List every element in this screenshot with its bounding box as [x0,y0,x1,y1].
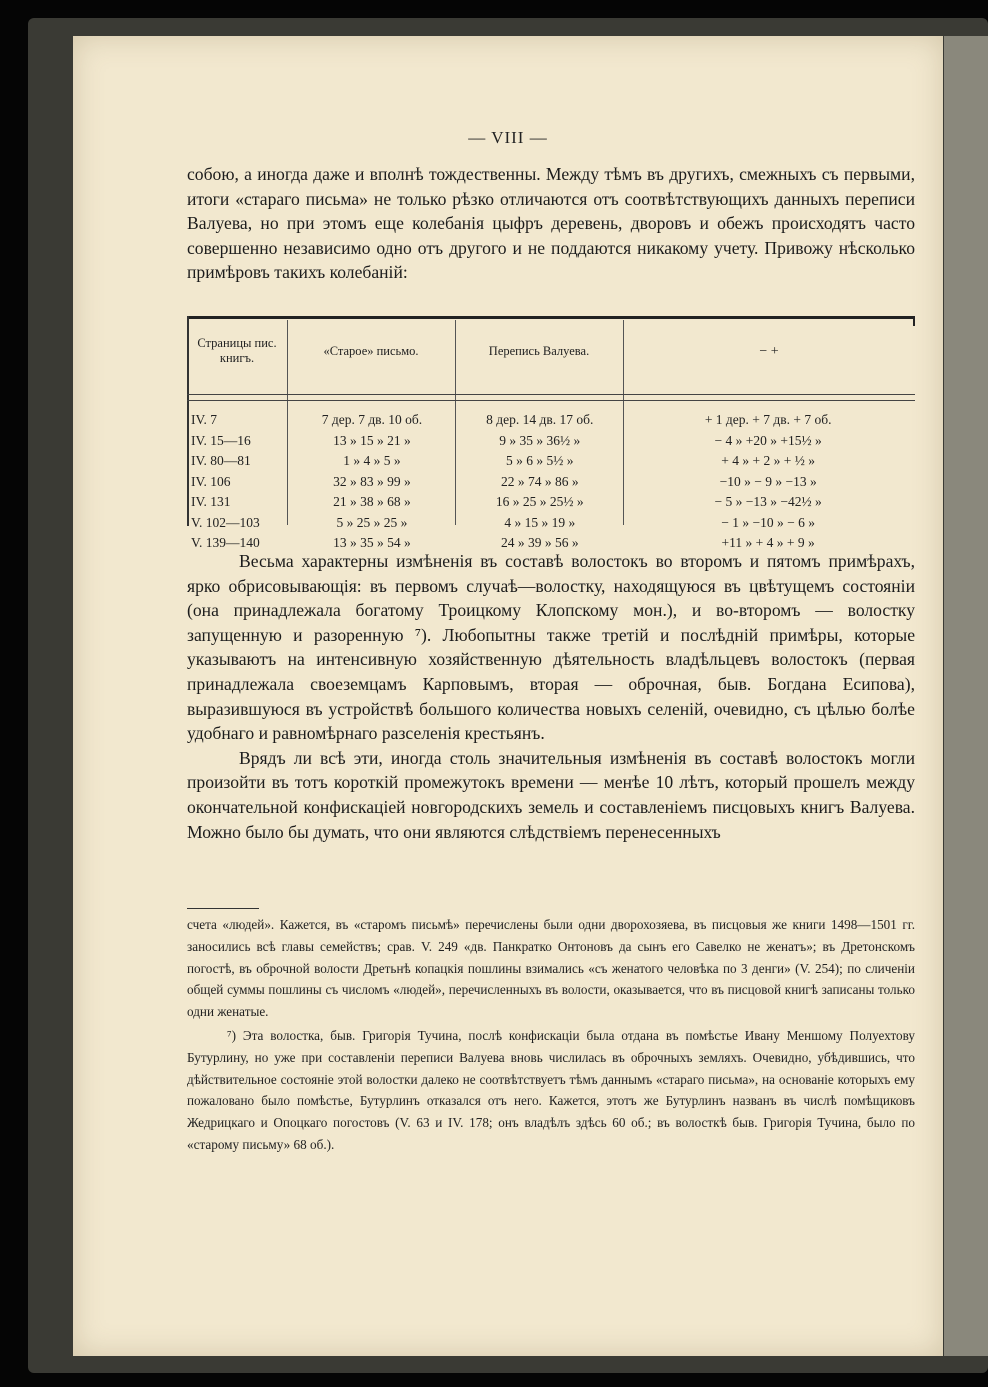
header-double-rule [187,394,915,401]
header-old-letter: «Старое» письмо. [323,344,419,358]
footnote-continuation: счета «людей». Кажется, въ «старомъ письмѣ» перечислены были одни дворохозяева, въ писцовыя же книги 1498—1501 гг. заносились всѣ главы семействъ; срав. V. 249 «дв. Панкратко Онтоновъ да сынъ его Савелко не женатъ»; въ Дретонскомъ погостѣ, въ оброчной волости Дретьнѣ копацкія пошлины взимались «съ женатого человѣка по 3 денги» (V. 254); по сличеніи общей суммы пошлины съ числомъ «людей», перечисленныхъ въ волости, оказывается, что въ писцовой книгѣ записаны только одни женатые. [187,917,915,1020]
table-row [189,513,913,534]
header-valuev-census: Перепись Валуева. [488,344,590,358]
cell-old: 21 » 38 » 68 » [333,494,411,510]
paragraph-1-text: собою, а иногда даже и вполнѣ тождественны. Между тѣмъ въ другихъ, смежныхъ съ первыми, итоги «стараго письма» не только рѣзко отличаются отъ соотвѣтствующихъ данныхъ переписи Валуева, но при этомъ еще колебанія цыфръ деревень, дворовъ и обежъ происходятъ часто совершенно независимо одно отъ другого и не поддаются никакому учету. Привожу нѣсколько примѣровъ такихъ колебаній: [187,164,915,283]
cell-page: V. 139—140 [191,535,260,551]
cover-edge [944,36,988,1356]
paragraph-1 [187,162,915,285]
table-row [189,492,913,513]
comparison-table [187,316,915,551]
cell-diff: − 1 » −10 » − 6 » [721,514,816,530]
cell-diff: + 1 дер. + 7 дв. + 7 об. [704,412,832,428]
table-row [189,451,913,472]
cell-diff: +11 » + 4 » + 9 » [721,535,815,551]
footnotes [187,914,915,1156]
table-row [189,431,913,452]
footnote-rule [187,908,259,909]
table-row [189,472,913,493]
cell-valuev: 5 » 6 » 5½ » [506,453,574,469]
cell-valuev: 9 » 35 » 36½ » [499,432,581,448]
table-row [189,410,913,431]
cell-valuev: 16 » 25 » 25½ » [495,494,584,510]
cell-page: IV. 131 [191,494,231,510]
cell-old: 1 » 4 » 5 » [343,453,401,469]
cell-page: IV. 106 [191,473,231,489]
table-body [189,410,913,554]
header-difference: − + [759,344,779,359]
cell-old: 7 дер. 7 дв. 10 об. [321,412,423,428]
body-paragraphs [187,549,915,844]
cell-valuev: 22 » 74 » 86 » [500,473,579,489]
cell-old: 5 » 25 » 25 » [336,514,408,530]
cell-diff: −10 » − 9 » −13 » [719,473,817,489]
cell-diff: − 4 » +20 » +15½ » [714,432,822,448]
cell-page: IV. 80—81 [191,453,251,469]
header-pages: Страницы пис. книгъ. [197,336,277,365]
cell-valuev: 24 » 39 » 56 » [500,535,579,551]
cell-old: 32 » 83 » 99 » [333,473,411,489]
cell-diff: − 5 » −13 » −42½ » [714,494,822,510]
page-number: — VIII — [468,128,548,147]
cell-page: IV. 7 [191,412,218,428]
cell-page: IV. 15—16 [191,432,251,448]
footnote-7: ⁷) Эта волостка, быв. Григорія Тучина, послѣ конфискаціи была отдана въ помѣстье Ивану Меншому Полуехтову Бутурлину, но уже при составленіи переписи Валуева вновь числилась въ оброчныхъ земляхъ. Очевидно, убѣдившись, что дѣйствительное состояніе этой волостки далеко не соотвѣтствуетъ тѣмъ даннымъ «стараго письма», на основаніе которыхъ ему пожаловано было помѣстье, Бутурлинъ отказался отъ него. Кажется, этотъ же Бутурлинъ названъ въ числѣ помѣщиковъ Жедрицкаго и Опоцкаго погостовъ (V. 63 и IV. 178; онъ владѣлъ здѣсь 60 об.; въ волосткѣ быв. Григорія Тучина, было по «старому письму» 68 об.). [187,1027,915,1152]
table-corner [913,316,915,326]
cell-old: 13 » 35 » 54 » [333,535,411,551]
cell-diff: + 4 » + 2 » + ½ » [721,453,816,469]
paragraph-2: Весьма характерны измѣненія въ составѣ волостокъ во второмъ и пятомъ примѣрахъ, ярко обрисовывающія: въ первомъ случаѣ—волостку, находящуюся въ цвѣтущемъ состояніи (она принадлежала богатому Троицкому Клопскому мон.), и во-второмъ — волостку запущенную и разоренную ⁷). Любопытны также третій и послѣдній примѣры, которые указываютъ на интенсивную хозяйственную дѣятельность владѣльцевъ волостокъ (первая принадлежала своеземцамъ Карповымъ, вторая — оброчная, быв. Богдана Есипова), выразившуюся въ устройствѣ большого количества новыхъ селеній, очевидно, съ цѣлью болѣе удобнаго и равномѣрнаго разселенія крестьянъ. [187,551,915,744]
paragraph-3: Врядъ ли всѣ эти, иногда столь значительныя измѣненія въ составѣ волостокъ могли произойти въ тотъ короткій промежутокъ времени — менѣе 10 лѣтъ, который прошелъ между окончательной конфискаціей новгородскихъ земель и составленіемъ писцовыхъ книгъ Валуева. Можно было бы думать, что они являются слѣдствіемъ перенесенныхъ [187,747,915,842]
cell-valuev: 4 » 15 » 19 » [504,514,576,530]
cell-old: 13 » 15 » 21 » [333,432,411,448]
book-page [73,36,943,1356]
cell-page: V. 102—103 [191,514,260,530]
table-top-rule [187,316,915,319]
cell-valuev: 8 дер. 14 дв. 17 об. [486,412,594,428]
